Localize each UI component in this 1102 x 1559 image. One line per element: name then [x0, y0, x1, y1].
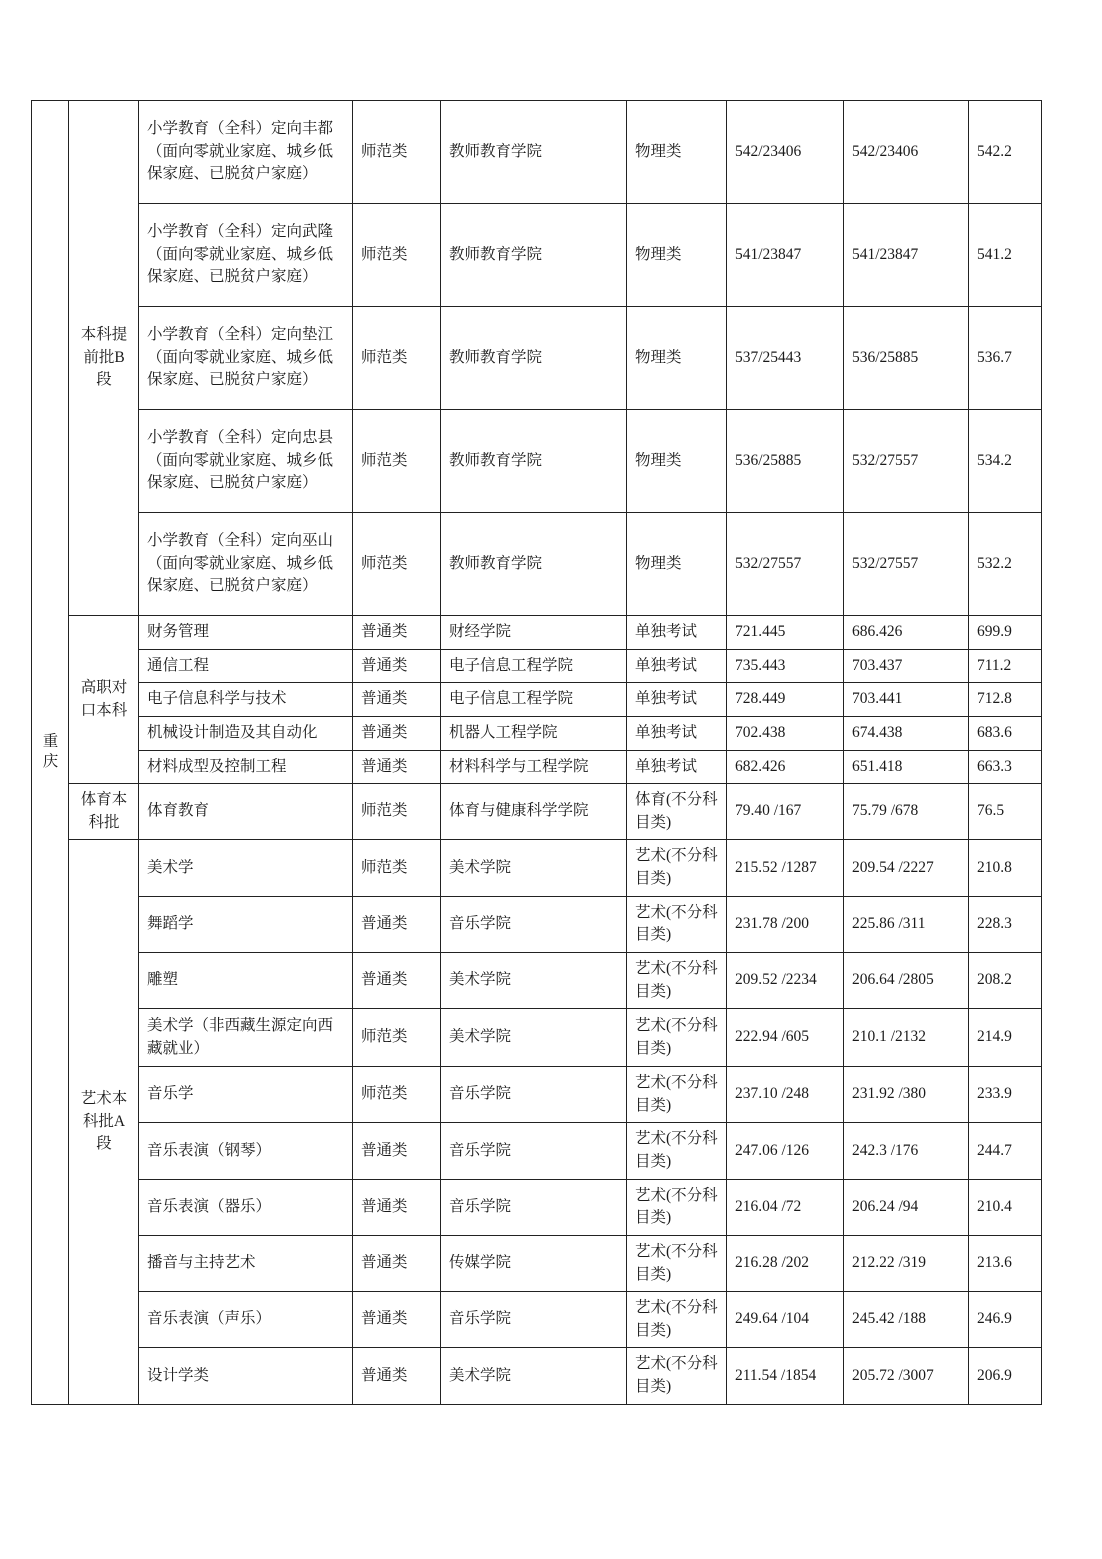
- table-row: [32, 840, 1042, 896]
- highest-score-cell: 542/23406: [727, 101, 844, 204]
- table-row: [32, 1179, 1042, 1235]
- major-name-cell: 舞蹈学: [139, 896, 353, 952]
- major-name-cell: 小学教育（全科）定向忠县（面向零就业家庭、城乡低保家庭、已脱贫户家庭）: [139, 410, 353, 513]
- college-name-cell: 教师教育学院: [441, 513, 627, 616]
- major-category-cell: 师范类: [353, 307, 441, 410]
- major-name-cell: 体育教育: [139, 784, 353, 840]
- table-body: [32, 101, 1042, 1405]
- table-row: [32, 1235, 1042, 1291]
- major-category-cell: 普通类: [353, 750, 441, 784]
- table-row: [32, 683, 1042, 717]
- average-score-cell: 210.4: [969, 1179, 1042, 1235]
- average-score-cell: 683.6: [969, 716, 1042, 750]
- batch-cell: 艺术本科批A段: [69, 840, 139, 1404]
- lowest-score-cell: 231.92 /380: [844, 1067, 969, 1123]
- major-name-cell: 小学教育（全科）定向垫江（面向零就业家庭、城乡低保家庭、已脱贫户家庭）: [139, 307, 353, 410]
- batch-cell: 体育本科批: [69, 784, 139, 840]
- lowest-score-cell: 532/27557: [844, 513, 969, 616]
- subject-category-cell: 艺术(不分科目类): [627, 1235, 727, 1291]
- lowest-score-cell: 703.437: [844, 649, 969, 683]
- average-score-cell: 233.9: [969, 1067, 1042, 1123]
- average-score-cell: 214.9: [969, 1009, 1042, 1067]
- table-row: [32, 784, 1042, 840]
- lowest-score-cell: 542/23406: [844, 101, 969, 204]
- major-category-cell: 普通类: [353, 1348, 441, 1404]
- average-score-cell: 534.2: [969, 410, 1042, 513]
- table-row: [32, 101, 1042, 204]
- major-name-cell: 雕塑: [139, 952, 353, 1008]
- table-row: [32, 1348, 1042, 1404]
- college-name-cell: 教师教育学院: [441, 101, 627, 204]
- average-score-cell: 208.2: [969, 952, 1042, 1008]
- average-score-cell: 663.3: [969, 750, 1042, 784]
- college-name-cell: 材料科学与工程学院: [441, 750, 627, 784]
- average-score-cell: 206.9: [969, 1348, 1042, 1404]
- major-name-cell: 小学教育（全科）定向丰都（面向零就业家庭、城乡低保家庭、已脱贫户家庭）: [139, 101, 353, 204]
- college-name-cell: 音乐学院: [441, 1067, 627, 1123]
- major-name-cell: 音乐学: [139, 1067, 353, 1123]
- major-category-cell: 普通类: [353, 616, 441, 650]
- highest-score-cell: 682.426: [727, 750, 844, 784]
- table-row: [32, 896, 1042, 952]
- college-name-cell: 音乐学院: [441, 1179, 627, 1235]
- highest-score-cell: 211.54 /1854: [727, 1348, 844, 1404]
- lowest-score-cell: 75.79 /678: [844, 784, 969, 840]
- college-name-cell: 体育与健康科学学院: [441, 784, 627, 840]
- highest-score-cell: 216.28 /202: [727, 1235, 844, 1291]
- subject-category-cell: 艺术(不分科目类): [627, 896, 727, 952]
- subject-category-cell: 艺术(不分科目类): [627, 1009, 727, 1067]
- subject-category-cell: 单独考试: [627, 750, 727, 784]
- lowest-score-cell: 651.418: [844, 750, 969, 784]
- average-score-cell: 711.2: [969, 649, 1042, 683]
- college-name-cell: 音乐学院: [441, 896, 627, 952]
- major-name-cell: 美术学: [139, 840, 353, 896]
- average-score-cell: 699.9: [969, 616, 1042, 650]
- lowest-score-cell: 206.24 /94: [844, 1179, 969, 1235]
- average-score-cell: 532.2: [969, 513, 1042, 616]
- lowest-score-cell: 245.42 /188: [844, 1292, 969, 1348]
- table-row: [32, 204, 1042, 307]
- college-name-cell: 音乐学院: [441, 1292, 627, 1348]
- highest-score-cell: 728.449: [727, 683, 844, 717]
- major-name-cell: 通信工程: [139, 649, 353, 683]
- subject-category-cell: 艺术(不分科目类): [627, 1292, 727, 1348]
- college-name-cell: 传媒学院: [441, 1235, 627, 1291]
- subject-category-cell: 单独考试: [627, 649, 727, 683]
- province-label: 重庆: [42, 732, 59, 771]
- major-category-cell: 普通类: [353, 1292, 441, 1348]
- college-name-cell: 财经学院: [441, 616, 627, 650]
- major-category-cell: 普通类: [353, 1123, 441, 1179]
- subject-category-cell: 艺术(不分科目类): [627, 952, 727, 1008]
- subject-category-cell: 物理类: [627, 101, 727, 204]
- average-score-cell: 228.3: [969, 896, 1042, 952]
- major-name-cell: 音乐表演（钢琴）: [139, 1123, 353, 1179]
- major-category-cell: 普通类: [353, 1179, 441, 1235]
- major-name-cell: 财务管理: [139, 616, 353, 650]
- lowest-score-cell: 205.72 /3007: [844, 1348, 969, 1404]
- college-name-cell: 教师教育学院: [441, 307, 627, 410]
- province-cell: [32, 101, 69, 1405]
- batch-cell: 高职对口本科: [69, 616, 139, 784]
- average-score-cell: 712.8: [969, 683, 1042, 717]
- major-name-cell: 播音与主持艺术: [139, 1235, 353, 1291]
- major-name-cell: 电子信息科学与技术: [139, 683, 353, 717]
- table-row: [32, 1009, 1042, 1067]
- college-name-cell: 电子信息工程学院: [441, 649, 627, 683]
- college-name-cell: 电子信息工程学院: [441, 683, 627, 717]
- subject-category-cell: 物理类: [627, 307, 727, 410]
- highest-score-cell: 216.04 /72: [727, 1179, 844, 1235]
- major-category-cell: 师范类: [353, 784, 441, 840]
- table-row: [32, 1123, 1042, 1179]
- major-name-cell: 美术学（非西藏生源定向西藏就业）: [139, 1009, 353, 1067]
- major-category-cell: 普通类: [353, 716, 441, 750]
- subject-category-cell: 艺术(不分科目类): [627, 840, 727, 896]
- major-name-cell: 小学教育（全科）定向巫山（面向零就业家庭、城乡低保家庭、已脱贫户家庭）: [139, 513, 353, 616]
- lowest-score-cell: 206.64 /2805: [844, 952, 969, 1008]
- major-category-cell: 普通类: [353, 952, 441, 1008]
- table-row: [32, 1067, 1042, 1123]
- highest-score-cell: 541/23847: [727, 204, 844, 307]
- major-category-cell: 师范类: [353, 1067, 441, 1123]
- major-name-cell: 机械设计制造及其自动化: [139, 716, 353, 750]
- subject-category-cell: 艺术(不分科目类): [627, 1067, 727, 1123]
- average-score-cell: 246.9: [969, 1292, 1042, 1348]
- subject-category-cell: 艺术(不分科目类): [627, 1348, 727, 1404]
- highest-score-cell: 231.78 /200: [727, 896, 844, 952]
- table-row: [32, 1292, 1042, 1348]
- subject-category-cell: 物理类: [627, 204, 727, 307]
- table-row: [32, 307, 1042, 410]
- major-category-cell: 普通类: [353, 896, 441, 952]
- major-category-cell: 师范类: [353, 1009, 441, 1067]
- average-score-cell: 542.2: [969, 101, 1042, 204]
- lowest-score-cell: 703.441: [844, 683, 969, 717]
- subject-category-cell: 艺术(不分科目类): [627, 1179, 727, 1235]
- major-name-cell: 设计学类: [139, 1348, 353, 1404]
- highest-score-cell: 537/25443: [727, 307, 844, 410]
- subject-category-cell: 物理类: [627, 513, 727, 616]
- major-category-cell: 师范类: [353, 204, 441, 307]
- college-name-cell: 美术学院: [441, 952, 627, 1008]
- lowest-score-cell: 212.22 /319: [844, 1235, 969, 1291]
- lowest-score-cell: 209.54 /2227: [844, 840, 969, 896]
- major-name-cell: 音乐表演（声乐）: [139, 1292, 353, 1348]
- college-name-cell: 美术学院: [441, 1348, 627, 1404]
- college-name-cell: 美术学院: [441, 840, 627, 896]
- table-row: [32, 649, 1042, 683]
- major-category-cell: 师范类: [353, 410, 441, 513]
- highest-score-cell: 536/25885: [727, 410, 844, 513]
- highest-score-cell: 247.06 /126: [727, 1123, 844, 1179]
- lowest-score-cell: 536/25885: [844, 307, 969, 410]
- lowest-score-cell: 225.86 /311: [844, 896, 969, 952]
- table-row: [32, 750, 1042, 784]
- major-category-cell: 普通类: [353, 683, 441, 717]
- lowest-score-cell: 541/23847: [844, 204, 969, 307]
- table-row: [32, 952, 1042, 1008]
- college-name-cell: 教师教育学院: [441, 204, 627, 307]
- subject-category-cell: 单独考试: [627, 683, 727, 717]
- highest-score-cell: 209.52 /2234: [727, 952, 844, 1008]
- major-category-cell: 师范类: [353, 840, 441, 896]
- major-category-cell: 普通类: [353, 649, 441, 683]
- subject-category-cell: 单独考试: [627, 716, 727, 750]
- score-table-container: [31, 100, 1041, 1405]
- subject-category-cell: 体育(不分科目类): [627, 784, 727, 840]
- lowest-score-cell: 210.1 /2132: [844, 1009, 969, 1067]
- average-score-cell: 76.5: [969, 784, 1042, 840]
- highest-score-cell: 215.52 /1287: [727, 840, 844, 896]
- highest-score-cell: 237.10 /248: [727, 1067, 844, 1123]
- lowest-score-cell: 532/27557: [844, 410, 969, 513]
- average-score-cell: 244.7: [969, 1123, 1042, 1179]
- college-name-cell: 美术学院: [441, 1009, 627, 1067]
- major-name-cell: 音乐表演（器乐）: [139, 1179, 353, 1235]
- lowest-score-cell: 686.426: [844, 616, 969, 650]
- highest-score-cell: 735.443: [727, 649, 844, 683]
- major-name-cell: 材料成型及控制工程: [139, 750, 353, 784]
- major-category-cell: 师范类: [353, 513, 441, 616]
- highest-score-cell: 702.438: [727, 716, 844, 750]
- highest-score-cell: 79.40 /167: [727, 784, 844, 840]
- major-category-cell: 普通类: [353, 1235, 441, 1291]
- average-score-cell: 210.8: [969, 840, 1042, 896]
- table-row: [32, 616, 1042, 650]
- lowest-score-cell: 674.438: [844, 716, 969, 750]
- table-row: [32, 513, 1042, 616]
- lowest-score-cell: 242.3 /176: [844, 1123, 969, 1179]
- table-row: [32, 716, 1042, 750]
- batch-cell: 本科提前批B段: [69, 101, 139, 616]
- college-name-cell: 教师教育学院: [441, 410, 627, 513]
- average-score-cell: 536.7: [969, 307, 1042, 410]
- college-name-cell: 音乐学院: [441, 1123, 627, 1179]
- average-score-cell: 541.2: [969, 204, 1042, 307]
- highest-score-cell: 249.64 /104: [727, 1292, 844, 1348]
- average-score-cell: 213.6: [969, 1235, 1042, 1291]
- college-name-cell: 机器人工程学院: [441, 716, 627, 750]
- highest-score-cell: 721.445: [727, 616, 844, 650]
- admission-score-table: [31, 100, 1042, 1405]
- table-row: [32, 410, 1042, 513]
- subject-category-cell: 单独考试: [627, 616, 727, 650]
- major-name-cell: 小学教育（全科）定向武隆（面向零就业家庭、城乡低保家庭、已脱贫户家庭）: [139, 204, 353, 307]
- subject-category-cell: 艺术(不分科目类): [627, 1123, 727, 1179]
- highest-score-cell: 222.94 /605: [727, 1009, 844, 1067]
- subject-category-cell: 物理类: [627, 410, 727, 513]
- major-category-cell: 师范类: [353, 101, 441, 204]
- highest-score-cell: 532/27557: [727, 513, 844, 616]
